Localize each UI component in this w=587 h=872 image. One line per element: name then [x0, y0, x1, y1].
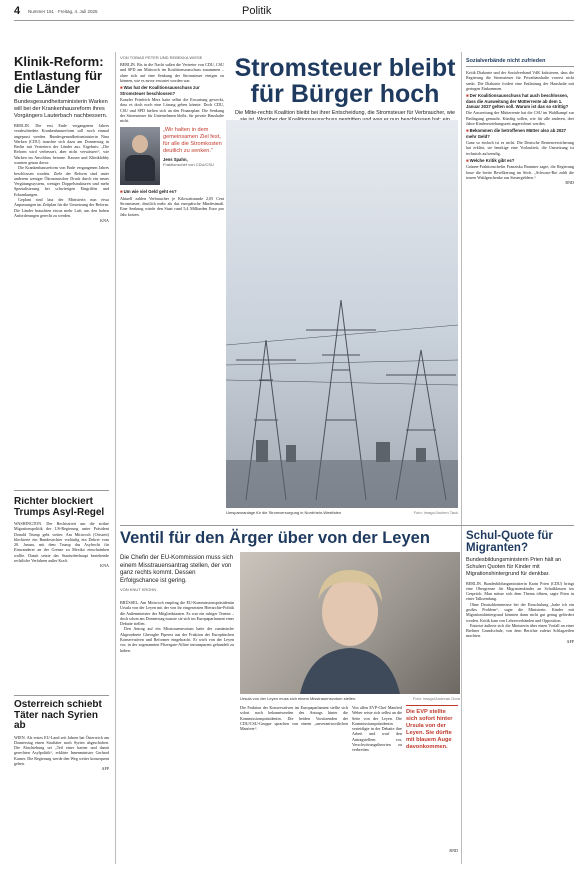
spahn-quote: „Wir halten in dem gemeinsamen Ziel fest, für alle die Stromkosten deutlich zu senken.“	[163, 127, 222, 154]
sozial-body-4: Grünen-Fraktionschefin Franziska Brantner sagte, die Regierung lasse die breite Bevölkerung im Stich. „Schwarz-Rot zahlt die teuren Wahlgeschenke aus Steuergeldern.“	[466, 164, 574, 180]
quote-box	[120, 127, 224, 185]
strom-authors: VON TOBIAS PETER UND REBEKKA WIESE	[120, 55, 203, 60]
schul-body-2: Ohne Deutschkenntnisse bei der Einschulung „habe ich ein großes Problem“, sagte die Ministerin. Kinder mit Migrationshintergrund könnten dann nicht gut genug gefördert werden. Kritik kam von Lehrerverbänden und Opposition.	[466, 601, 574, 623]
sozial-subhead-3: ■Welche Kritik gibt es?	[466, 158, 515, 163]
leyen-highlight-box	[406, 705, 458, 774]
schul-article	[466, 530, 574, 864]
sozial-agency: RND	[565, 180, 574, 186]
arrow-icon: ■	[466, 158, 469, 163]
schul-agency: AFP	[566, 638, 574, 644]
sozial-body-3: Ganz so einfach ist es nicht. Die Deutsche Rentenversicherung hat erklärt, sie benötige eine Vorlaufzeit, die Umsetzung ist technisch aufwendig.	[466, 140, 574, 156]
sozial-body-1: Kritik Diakonie und der Sozialverband VdK kritisieren, dass die Regierung die Stromsteuer für Privathaushalte vorerst nicht senkt. Die Diakonie fordert eine Entlastung der Haushalte mit geringen Einkommen.	[466, 70, 574, 91]
leyen-text-col-3	[352, 705, 402, 864]
sozial-subhead-1: ■Der Koalitionsausschuss hat auch beschlossen, dass die Ausweitung der Mütterrente ab dem 1. Januar 2027 gelten soll. Warum ist das so strittig?	[466, 93, 569, 109]
asyl-headline: Richter blockiert Trumps Asyl-Regel	[14, 497, 105, 518]
leyen-author: VON KNUT KROHN	[120, 587, 157, 593]
quote-role: Fraktionschef von CDU/CSU	[163, 161, 214, 167]
photo-caption-row	[226, 510, 458, 515]
strom-teaser: Die Mitte-rechts Koalition bleibt bei ihrer Entscheidung, die Stromsteuer für Verbraucher, wie	[235, 110, 455, 116]
portrait-icon	[132, 135, 148, 153]
asyl-article	[14, 497, 109, 687]
photo-credit: Foto: imago/Jochen Tack	[413, 510, 458, 515]
sozial-box	[466, 58, 574, 520]
column-divider-left	[115, 52, 116, 864]
leyen-body-1: BRÜSSEL. Am Mittwoch empfing die EU-Kommissionspräsidentin Ursula von der Leyen mit der von ihr eingesetzten Hierarchie-Politik die Außenminister der Mitgliedstaaten. Es war ein ruhiger Termin – doch schon am Donnerstag musste sie sich im Europaparlament einer Debatte stellen.	[120, 600, 234, 627]
syrien-article	[14, 700, 109, 865]
portrait-icon	[240, 552, 460, 694]
leyen-teaser: Die Chefin der EU-Kommission muss sich einem Misstrauensantrag stellen, der von ganz rechts kommt. Dessen Erfolgschance ist gering.	[120, 554, 234, 584]
leyen-photo-credit: Foto: imago/Andreas Gora	[412, 696, 460, 701]
leyen-headline-block	[120, 530, 460, 547]
column-divider-right	[461, 52, 462, 864]
leyen-photo-caption-row	[240, 696, 460, 701]
leyen-text-col-1	[120, 600, 234, 864]
arrow-icon: ■	[466, 128, 469, 134]
klinik-teaser: Bundesgesundheitsministerin Warken will bei der Krankenhausreform ihres Vorgängers Lauterbach nachbessern.	[14, 98, 108, 119]
leyen-agency: RND	[449, 848, 458, 853]
syrien-headline: Österreich schiebt Täter nach Syrien ab	[14, 700, 102, 731]
strom-body-2: Kanzler Friedrich Merz hatte selbst die Erwartung geweckt, dass es doch noch eine Lösung geben könnte. Doch CDU, CSU und SPD hielten sich an den Finanzplan: Die Senkung der Stromsteuer für Unternehmen bleibt, für private Haushalte nicht.	[120, 97, 224, 124]
arrow-icon: ■	[120, 189, 123, 195]
page-number: 4	[14, 5, 21, 17]
strom-headline: Stromsteuer bleibt für Bürger hoch	[234, 54, 456, 108]
sozial-heading: Sozialverbände nicht zufrieden	[466, 58, 574, 67]
schul-body-3: Entsetzt äußerte sich die Ministerin über einen Vorfall an einer Berliner Grundschule, von dem Berichte zuletzt Schlagzeilen machten.	[466, 622, 574, 639]
schul-headline: Schul-Quote für Migranten?	[466, 530, 553, 555]
power-station-photo	[226, 120, 458, 508]
sozial-body-2: Die Ausweitung der Mütterrente hat die CSU im Wahlkampf zur Bedingung gemacht. Künftig sollen, wie für alle anderen, drei Jahre Kindererziehungszeit angerechnet werden.	[466, 110, 574, 126]
klinik-body-3: Geplant sind laut der Ministerin nun etwa Anpassungen im Zeitplan für die Umsetzung der Reform. Die Länder brauchten etwas mehr Luft, um den hohen Anforderungen gerecht zu werden.	[14, 197, 109, 218]
asyl-body: WASHINGTON. Der Rechtsstreit um die strikte Migrationspolitik der US-Regierung unter Präsident Donald Trump geht weiter. Am Mittwoch (Ortszeit) blockierte ein Bundesrichter vorläufig ein Dekret vom 20. Januar, mit dem Trump das Asylrecht für Einwanderer an der Grenze zu Mexiko einschränken wollte. Damit setzte das Staatsoberhaupt bestehende rechtliche Verfahren außer Kraft.	[14, 521, 109, 564]
leyen-box-text: Die EVP stellte sich sofort hinter Ursula von der Leyen. Sie dürfte mit blauem Auge davonkommen.	[406, 709, 453, 750]
klinik-body-1: BERLIN. Die erst Ende vergangenen Jahres verabschiedete Krankenhausreform soll noch einmal angepasst werden. Bundesgesundheitsministerin Nina Warken (CDU) tauschte sich dazu am Donnerstag in Berlin mit Vertretern der Länder aus. Ergebnis: „Die Reform wird verbessert, aber nicht verwässert“, wie Warken im Anschluss betonte. Kassen und Kliniklobby warnten genau davor.	[14, 122, 109, 165]
leyen-headline: Ventil für den Ärger über von der Leyen	[120, 529, 430, 547]
klinik-body-2: Die Krankenhausreform von Ende vergangenen Jahres beschlossen worden. Ziele der Reform sind unter anderem weniger Ökonomischer Druck durch ein neues Vergütungssystem, weniger Doppelstrukturen und mehr Spezialisierung bei schwierigen Eingriffen und Erkrankungen.	[14, 165, 109, 197]
leyen-body-4: Von allen EVP-Chef Manfred Weber reiste sich selbst an die Seite von der Leyen. Die Kommissionspräsidentin verteidigte in der Debatte ihre Arbeit und warf den Antragstellern vor, Verschwörungstheorien zu verbreiten.	[352, 705, 402, 753]
strom-text-col-1	[120, 55, 224, 525]
syrien-agency: AFP	[101, 766, 109, 772]
issue-info: Nummer 151 · Freitag, 4. Juli 2025	[28, 9, 98, 14]
header-rule	[14, 20, 574, 21]
photo-caption: Umspannanlage für die Stromversorgung in Nordrhein-Westfalen	[226, 510, 342, 515]
leyen-body-3: Die Fraktion der Konservativen im Europaparlament stellte sich sofort nach bekanntwerden des Antrags hinter die Kommissionspräsidentin. Die beiden Vorsitzenden der CDU/CSU-Gruppe sprachen von einem „unverantwortlichen Manöver“.	[240, 705, 348, 732]
section-title: Politik	[242, 5, 272, 17]
schul-body-1: BERLIN. Bundesbildungsministerin Karin Prien (CDU) bringt eine Obergrenze für Migrantenkinder an Schulklassen ins Gespräch. Man müsse sich dem Thema öffnen, sagte Prien in einer Talksendung.	[466, 580, 574, 602]
leyen-photo-caption: Ursula von der Leyen muss sich einem Misstrauensvotum stellen.	[240, 696, 357, 701]
syrien-body: WIEN. Als erstes EU-Land seit Jahren hat Österreich am Donnerstag einen Straftäter nach Syrien abgeschoben. Die Abschiebung sei „Teil einer harten und damit gerechten Asylpolitik“, erklärte Innenminister Gerhard Karner. Die Regierung werde den Weg weiter konsequent gehen.	[14, 734, 109, 766]
quote-name: Jens Spahn,	[163, 156, 188, 162]
leyen-teaser-block	[120, 551, 234, 594]
klinik-agency: KNA	[100, 218, 109, 224]
arrow-icon: ■	[466, 93, 469, 99]
leyen-photo	[240, 552, 460, 694]
klinik-headline: Klinik-Reform: Entlastung für die Länder	[14, 55, 104, 97]
schul-teaser: Bundesbildungsministerin Prien hält an Schulen Quoten für Kinder mit Migrationshintergrund für denkbar.	[466, 557, 562, 577]
klinik-article	[14, 55, 109, 480]
asyl-agency: KNA	[100, 563, 109, 569]
middle-divider	[120, 525, 574, 526]
transmission-tower-icon	[226, 120, 458, 508]
arrow-icon: ■	[120, 85, 123, 91]
strom-body-4: Aktuell zahlen Verbraucher je Kilowattstunde 2,05 Cent Stromsteuer, deutlich mehr als das europäische Mindestmaß. Eine Senkung würde den Staat rund 5,4 Milliarden Euro pro Jahr kosten.	[120, 195, 224, 217]
strom-subhead-1: ■Was hat der Koalitionsausschuss zur Stromsteuer beschlossen?	[120, 85, 200, 96]
page-header	[14, 5, 574, 21]
leyen-agency-block	[406, 848, 458, 853]
sozial-subhead-2: ■Bekommen die betroffenen Mütter also ab 2027 mehr Geld?	[466, 128, 567, 139]
spahn-photo	[120, 127, 160, 185]
asyl-divider	[14, 695, 109, 696]
leyen-body-2: Den Antrag auf ein Misstrauensvotum hatte der rumänische Abgeordnete Gheorghe Piperea aus der Fraktion der Europäischen Konservativen und Reformer eingebracht. Er wirft von der Leyen vor, in der sogenannten Pfizergate-Affäre intransparent gehandelt zu haben.	[120, 626, 234, 653]
strom-body-1: BERLIN. Bis in die Nacht saßen die Vertreter von CDU, CSU und SPD am Mittwoch im Koalitionsausschuss zusammen – ohne sich auf eine Senkung der Stromsteuer einigen zu können, wie es zuvor erwartet worden war.	[120, 62, 224, 83]
strom-subhead-3: ■Um wie viel Geld geht es?	[120, 189, 177, 195]
klinik-divider	[14, 490, 109, 491]
leyen-text-col-2	[240, 705, 348, 864]
